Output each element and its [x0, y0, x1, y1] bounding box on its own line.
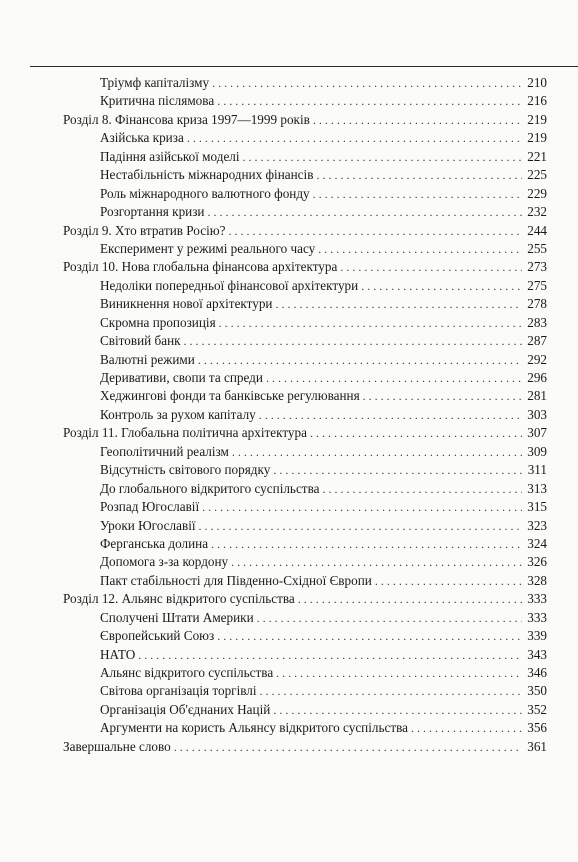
toc-section-entry — [63, 701, 547, 719]
toc-entry-page-number: 221 — [527, 148, 547, 164]
dot-leader — [198, 351, 522, 369]
dot-leader — [174, 738, 522, 756]
toc-entry-page-number: 216 — [527, 93, 547, 109]
toc-entry-title: Падіння азійської моделі — [100, 148, 240, 164]
toc-section-entry — [63, 646, 547, 664]
toc-chapter-entry — [63, 258, 547, 276]
toc-entry-page-number: 333 — [527, 591, 547, 607]
toc-section-entry — [63, 572, 547, 590]
dot-leader — [375, 572, 522, 590]
toc-entry-title: Розділ 11. Глобальна політична архітектура — [63, 425, 307, 441]
toc-section-entry — [63, 682, 547, 700]
dot-leader — [316, 166, 522, 184]
toc-section-entry — [63, 535, 547, 553]
toc-entry-title: Аргументи на користь Альянсу відкритого суспільства — [100, 720, 409, 736]
toc-entry-page-number: 356 — [527, 720, 547, 736]
dot-leader — [260, 682, 522, 700]
toc-entry-page-number: 219 — [527, 130, 547, 146]
toc-section-entry — [63, 443, 547, 461]
toc-entry-title: Роль міжнародного валютного фонду — [100, 185, 310, 201]
toc-entry-page-number: 273 — [527, 259, 547, 275]
toc-entry-page-number: 350 — [527, 683, 547, 699]
toc-section-entry — [63, 240, 547, 258]
dot-leader — [257, 609, 522, 627]
dot-leader — [322, 480, 522, 498]
toc-entry-title: Експеримент у режимі реального часу — [100, 240, 316, 256]
toc-entry-title: Організація Об'єднаних Націй — [100, 701, 271, 717]
toc-entry-page-number: 287 — [527, 333, 547, 349]
toc-entry-title: Деривативи, свопи та спреди — [100, 370, 263, 385]
table-of-contents — [63, 74, 547, 756]
toc-entry-title: Розділ 9. Хто втратив Росію? — [63, 222, 226, 238]
toc-entry-page-number: 244 — [527, 222, 547, 238]
dot-leader — [273, 461, 522, 479]
dot-leader — [259, 406, 522, 424]
dot-leader — [217, 92, 522, 110]
toc-section-entry — [63, 553, 547, 571]
toc-entry-title: Скромна пропозиція — [100, 314, 216, 330]
toc-entry-title: Геополітичний реалізм — [100, 443, 229, 459]
toc-section-entry — [63, 461, 547, 479]
toc-entry-title: Виникнення нової архітектури — [100, 296, 273, 312]
dot-leader — [313, 185, 522, 203]
toc-chapter-entry — [63, 590, 547, 608]
toc-entry-title: Азійська криза — [100, 130, 184, 146]
toc-entry-page-number: 225 — [527, 167, 547, 183]
toc-entry-page-number: 311 — [527, 462, 547, 478]
toc-entry-page-number: 313 — [527, 480, 547, 496]
dot-leader — [187, 129, 522, 147]
dot-leader — [219, 314, 522, 332]
toc-entry-page-number: 292 — [527, 351, 547, 367]
toc-entry-page-number: 315 — [527, 499, 547, 515]
toc-chapter-entry — [63, 222, 547, 240]
dot-leader — [199, 517, 522, 535]
dot-leader — [411, 719, 522, 737]
toc-entry-page-number: 255 — [527, 240, 547, 256]
toc-section-entry — [63, 351, 547, 369]
toc-entry-title: Світовий банк — [100, 333, 181, 349]
toc-entry-page-number: 343 — [527, 646, 547, 662]
toc-entry-title: Уроки Югославії — [100, 517, 196, 533]
toc-section-entry — [63, 295, 547, 313]
toc-entry-page-number: 283 — [527, 314, 547, 330]
dot-leader — [266, 369, 522, 387]
toc-chapter-entry — [63, 738, 547, 756]
top-rule — [30, 66, 578, 67]
dot-leader — [310, 424, 522, 442]
toc-section-entry — [63, 480, 547, 498]
toc-entry-title: Ферганська долина — [100, 535, 209, 551]
toc-section-entry — [63, 517, 547, 535]
toc-entry-title: Альянс відкритого суспільства — [100, 665, 274, 680]
dot-leader — [217, 627, 522, 645]
dot-leader — [340, 258, 522, 276]
dot-leader — [231, 553, 522, 571]
toc-section-entry — [63, 664, 547, 682]
toc-chapter-entry — [63, 424, 547, 442]
toc-section-entry — [63, 387, 547, 405]
dot-leader — [184, 332, 522, 350]
dot-leader — [318, 240, 522, 258]
toc-section-entry — [63, 332, 547, 350]
dot-leader — [276, 664, 522, 682]
dot-leader — [232, 443, 522, 461]
toc-entry-page-number: 229 — [527, 185, 547, 201]
toc-section-entry — [63, 92, 547, 110]
toc-entry-title: Критична післямова — [100, 93, 215, 109]
toc-section-entry — [63, 719, 547, 737]
toc-section-entry — [63, 277, 547, 295]
toc-section-entry — [63, 148, 547, 166]
toc-entry-page-number: 278 — [527, 296, 547, 312]
toc-entry-page-number: 326 — [527, 554, 547, 570]
toc-entry-page-number: 219 — [527, 111, 547, 127]
dot-leader — [211, 535, 522, 553]
toc-entry-page-number: 232 — [527, 204, 547, 220]
toc-entry-page-number: 281 — [527, 388, 547, 404]
dot-leader — [361, 277, 522, 295]
toc-entry-page-number: 296 — [527, 370, 547, 385]
toc-entry-page-number: 303 — [527, 406, 547, 422]
toc-entry-page-number: 275 — [527, 277, 547, 293]
dot-leader — [313, 111, 522, 129]
toc-entry-title: НАТО — [100, 646, 136, 662]
toc-entry-page-number: 346 — [527, 665, 547, 680]
dot-leader — [202, 498, 522, 516]
toc-entry-title: До глобального відкритого суспільства — [100, 480, 320, 496]
toc-entry-title: Допомога з-за кордону — [100, 554, 229, 570]
toc-entry-title: Розпад Югославії — [100, 499, 200, 515]
dot-leader — [298, 590, 522, 608]
dot-leader — [207, 203, 522, 221]
dot-leader — [212, 74, 522, 92]
toc-entry-title: Недоліки попередньої фінансової архітектури — [100, 277, 359, 293]
toc-entry-title: Тріумф капіталізму — [100, 75, 210, 90]
toc-chapter-entry — [63, 111, 547, 129]
toc-entry-title: Валютні режими — [100, 351, 195, 367]
toc-entry-page-number: 324 — [527, 535, 547, 551]
dot-leader — [363, 387, 522, 405]
toc-section-entry — [63, 74, 547, 92]
toc-entry-title: Розділ 12. Альянс відкритого суспільства — [63, 591, 295, 607]
toc-entry-title: Нестабільність міжнародних фінансів — [100, 167, 314, 183]
dot-leader — [138, 646, 522, 664]
toc-entry-title: Світова організація торгівлі — [100, 683, 257, 699]
toc-entry-title: Розділ 10. Нова глобальна фінансова архітектура — [63, 259, 338, 275]
toc-entry-title: Відсутність світового порядку — [100, 462, 271, 478]
toc-entry-title: Пакт стабільності для Південно-Східної Європи — [100, 572, 372, 588]
toc-entry-title: Розгортання кризи — [100, 204, 205, 220]
toc-section-entry — [63, 406, 547, 424]
toc-section-entry — [63, 314, 547, 332]
toc-section-entry — [63, 129, 547, 147]
toc-entry-page-number: 328 — [527, 572, 547, 588]
toc-entry-page-number: 361 — [527, 738, 547, 754]
toc-section-entry — [63, 609, 547, 627]
toc-entry-title: Розділ 8. Фінансова криза 1997—1999 років — [63, 111, 310, 127]
toc-entry-page-number: 333 — [527, 609, 547, 625]
toc-section-entry — [63, 627, 547, 645]
toc-entry-title: Сполучені Штати Америки — [100, 609, 254, 625]
toc-entry-page-number: 323 — [527, 517, 547, 533]
toc-entry-title: Завершальне слово — [63, 738, 171, 754]
toc-entry-page-number: 307 — [527, 425, 547, 441]
toc-section-entry — [63, 166, 547, 184]
toc-entry-page-number: 210 — [527, 75, 547, 90]
toc-entry-page-number: 339 — [527, 628, 547, 644]
dot-leader — [228, 222, 522, 240]
toc-entry-page-number: 309 — [527, 443, 547, 459]
toc-section-entry — [63, 498, 547, 516]
toc-section-entry — [63, 185, 547, 203]
dot-leader — [243, 148, 522, 166]
dot-leader — [276, 295, 523, 313]
toc-entry-title: Європейський Союз — [100, 628, 215, 644]
toc-entry-title: Хеджингові фонди та банківське регулювання — [100, 388, 360, 404]
dot-leader — [273, 701, 522, 719]
toc-section-entry — [63, 203, 547, 221]
toc-entry-page-number: 352 — [527, 701, 547, 717]
toc-section-entry — [63, 369, 547, 387]
toc-entry-title: Контроль за рухом капіталу — [100, 406, 256, 422]
